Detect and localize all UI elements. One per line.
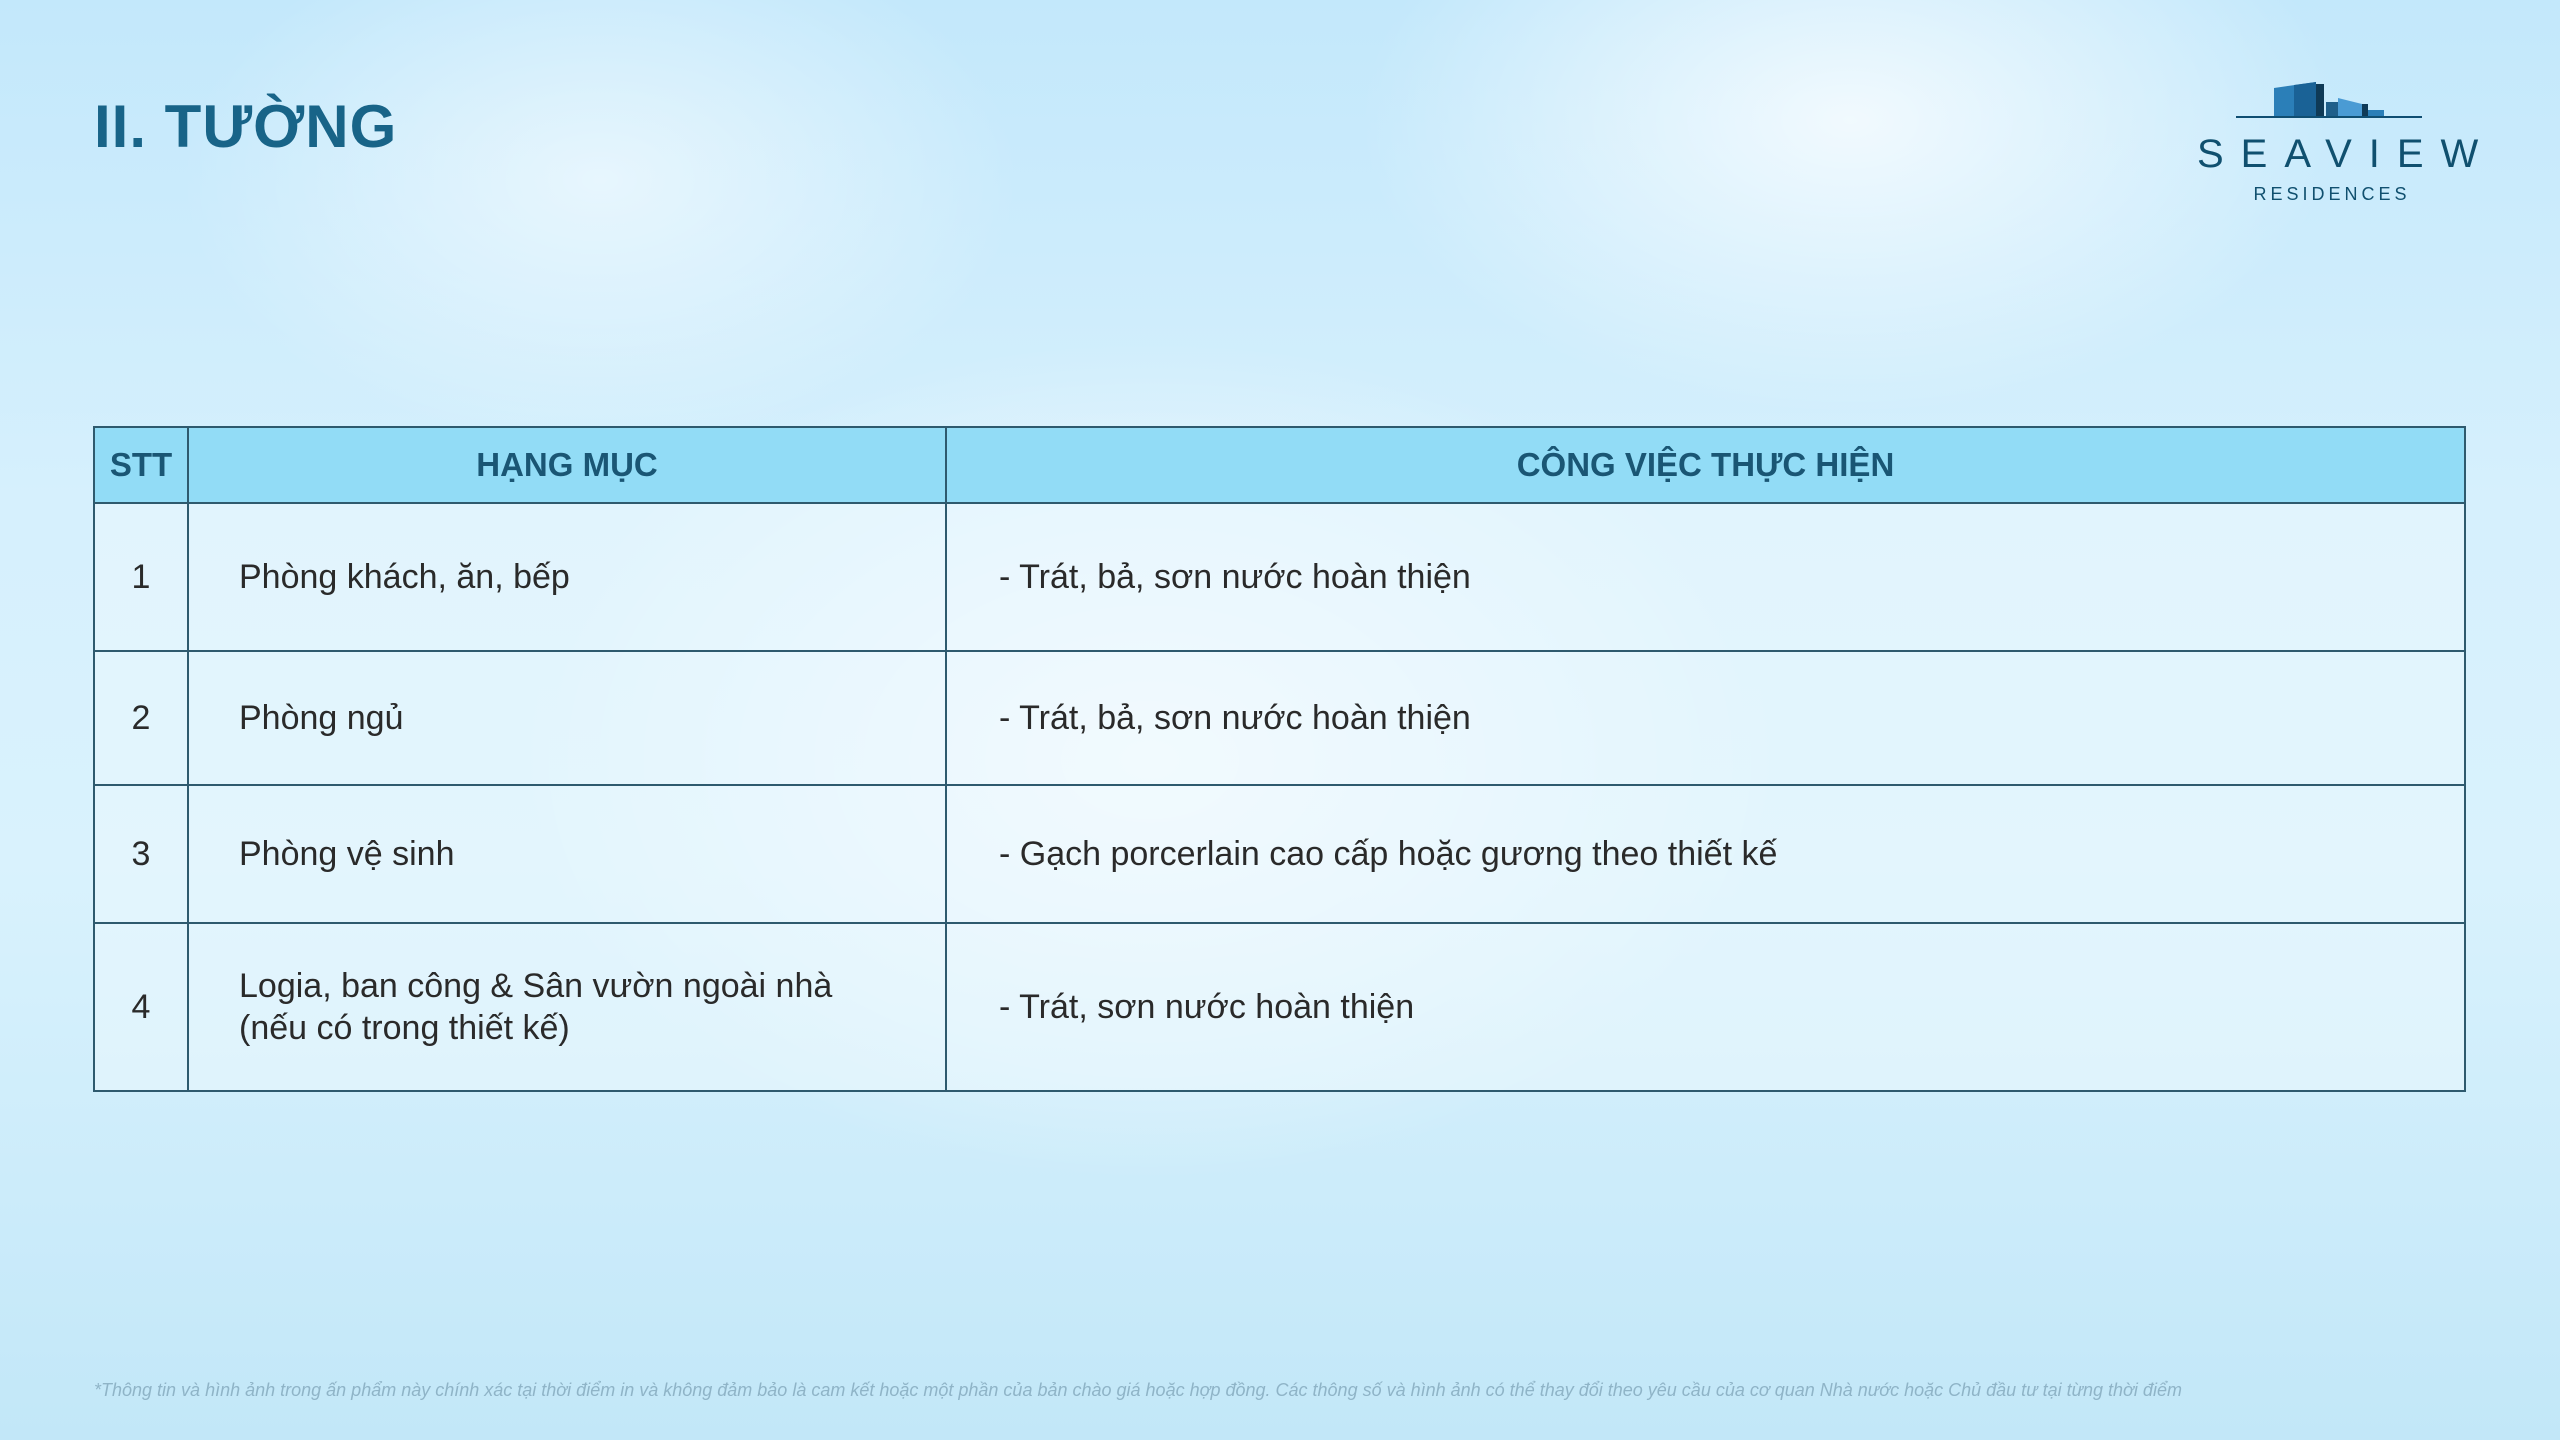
row-item: Phòng ngủ (188, 651, 946, 785)
logo-name: SEAVIEW (2197, 132, 2496, 176)
row-work: - Trát, bả, sơn nước hoàn thiện (946, 503, 2465, 651)
wall-spec-table (93, 426, 2466, 1092)
row-number: 2 (94, 651, 188, 785)
row-work: - Trát, bả, sơn nước hoàn thiện (946, 651, 2465, 785)
row-item: Phòng khách, ăn, bếp (188, 503, 946, 651)
row-item: Logia, ban công & Sân vườn ngoài nhà (nếu có trong thiết kế) (188, 923, 946, 1091)
row-number: 4 (94, 923, 188, 1091)
column-header-stt: STT (94, 427, 188, 503)
row-work: - Gạch porcerlain cao cấp hoặc gương theo thiết kế (946, 785, 2465, 923)
disclaimer-footnote: *Thông tin và hình ảnh trong ấn phẩm này chính xác tại thời điểm in và không đảm bảo là cam kết hoặc một phần của bản chào giá hoặc hợp đồng. Các thông số và hình ảnh có thể thay đổi theo yêu cầu của cơ quan Nhà nước hoặc Chủ đầu tư tại từng thời điểm (94, 1380, 2182, 1400)
row-item: Phòng vệ sinh (188, 785, 946, 923)
table-row (94, 503, 2465, 651)
skyline-buildings-icon (2234, 76, 2424, 120)
table-row (94, 923, 2465, 1091)
column-header-work: CÔNG VIỆC THỰC HIỆN (946, 427, 2465, 503)
table-row (94, 785, 2465, 923)
row-number: 3 (94, 785, 188, 923)
table-header-row (94, 427, 2465, 503)
row-number: 1 (94, 503, 188, 651)
row-work: - Trát, sơn nước hoàn thiện (946, 923, 2465, 1091)
brand-logo (2180, 76, 2496, 210)
table-row (94, 651, 2465, 785)
page-title: II. TƯỜNG (94, 93, 398, 160)
column-header-item: HẠNG MỤC (188, 427, 946, 503)
logo-subtitle: RESIDENCES (2253, 184, 2411, 204)
